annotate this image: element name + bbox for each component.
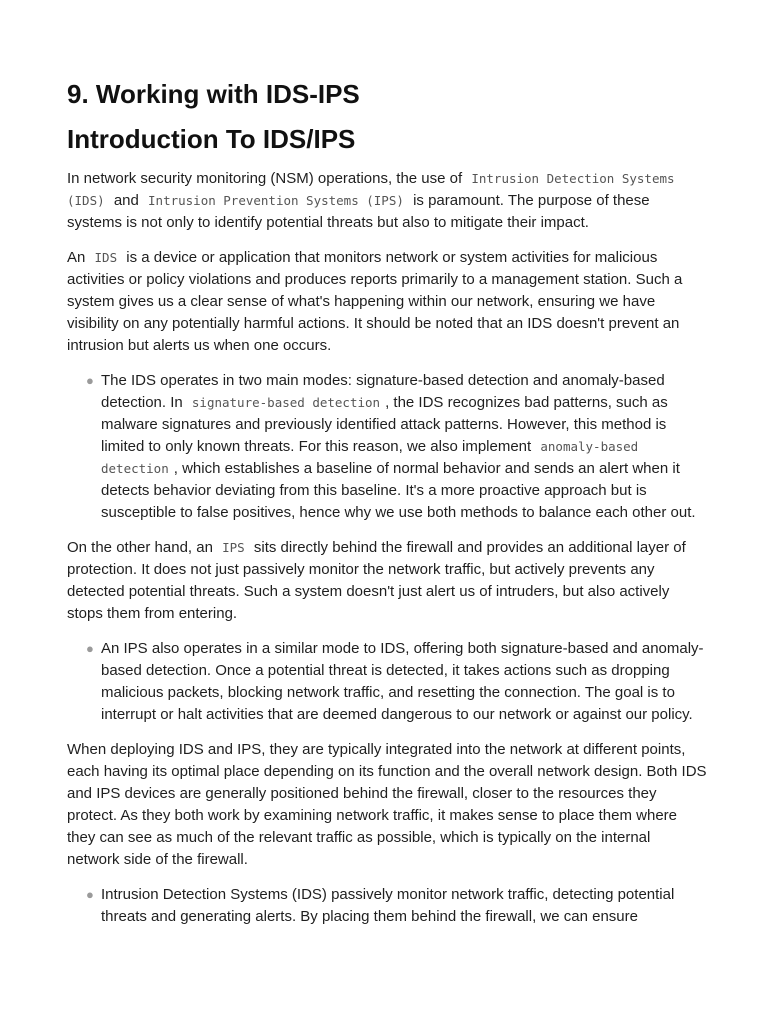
- paragraph-intro: [67, 168, 707, 234]
- bullet-icon: ●: [86, 887, 94, 902]
- text-run: is a device or application that monitors network or system activities for malicious activities or policy violations and produces reports primarily to a management station. Such a system gives us a clear sense of what's happening within our network, ensuring we have visibility on any potentially harmful actions. It should be noted that an IDS doesn't prevent an intrusion but alerts us when one occurs.: [67, 249, 683, 354]
- text-run: An: [67, 249, 86, 266]
- text-run: On the other hand, an: [67, 539, 213, 556]
- inline-code: IPS: [222, 540, 245, 555]
- list-item: [67, 638, 707, 726]
- inline-code: signature-based detection: [191, 395, 381, 410]
- inline-code: Intrusion Detection Systems (IDS): [67, 171, 675, 208]
- bullet-icon: ●: [86, 373, 94, 388]
- bullet-list: [67, 884, 707, 928]
- inline-code: Intrusion Prevention Systems (IPS): [148, 193, 404, 208]
- text-run: is paramount. The purpose of these systems is not only to identify potential threats but also to mitigate their impact.: [67, 192, 650, 231]
- text-run: , the IDS recognizes bad patterns, such as malware signatures and previously identified attack patterns. However, this method is limited to only known threats. For this reason, we also implement: [101, 394, 668, 455]
- text-run: sits directly behind the firewall and provides an additional layer of protection. It does not just passively monitor the network traffic, but actively prevents any detected potential threats. Such a system doesn't just alert us of intruders, but also actively stops them from entering.: [67, 539, 686, 622]
- paragraph-ids: [67, 247, 707, 357]
- bullet-list: [67, 370, 707, 524]
- paragraph-ips: [67, 537, 707, 625]
- text-run: In network security monitoring (NSM) operations, the use of: [67, 170, 463, 187]
- text-run: , which establishes a baseline of normal behavior and sends an alert when it detects behavior deviating from this baseline. It's a more proactive approach but is susceptible to false positives, hence why we use both methods to balance each other out.: [101, 460, 696, 521]
- inline-code: IDS: [94, 250, 118, 265]
- text-run: An IPS also operates in a similar mode to IDS, offering both signature-based and anomaly-based detection. Once a potential threat is detected, it takes actions such as dropping malicious packets, blocking network traffic, and resetting the connection. The goal is to interrupt or halt activities that are deemed dangerous to our network or against our policy.: [101, 640, 704, 723]
- list-item: [67, 370, 707, 524]
- text-run: The IDS operates in two main modes: signature-based detection and anomaly-based detection. In: [101, 372, 665, 411]
- list-item: [67, 884, 707, 928]
- bullet-list: [67, 638, 707, 726]
- document-content: [67, 72, 707, 928]
- text-run: and: [113, 192, 139, 209]
- inline-code: anomaly-based detection: [101, 439, 639, 476]
- text-run: Intrusion Detection Systems (IDS) passively monitor network traffic, detecting potential threats and generating alerts. By placing them behind the firewall, we can ensure: [101, 886, 675, 925]
- paragraph-deployment: When deploying IDS and IPS, they are typically integrated into the network at different points, each having its optimal place depending on its function and the overall network design. Both IDS and IPS devices are generally positioned behind the firewall, closer to the resources they protect. As they both work by examining network traffic, it makes sense to place them where they can see as much of the relevant traffic as possible, which is typically on the internal network side of the firewall.: [67, 741, 707, 868]
- bullet-icon: ●: [86, 641, 94, 656]
- chapter-heading: 9. Working with IDS-IPS: [67, 79, 360, 109]
- section-heading: Introduction To IDS/IPS: [67, 124, 356, 154]
